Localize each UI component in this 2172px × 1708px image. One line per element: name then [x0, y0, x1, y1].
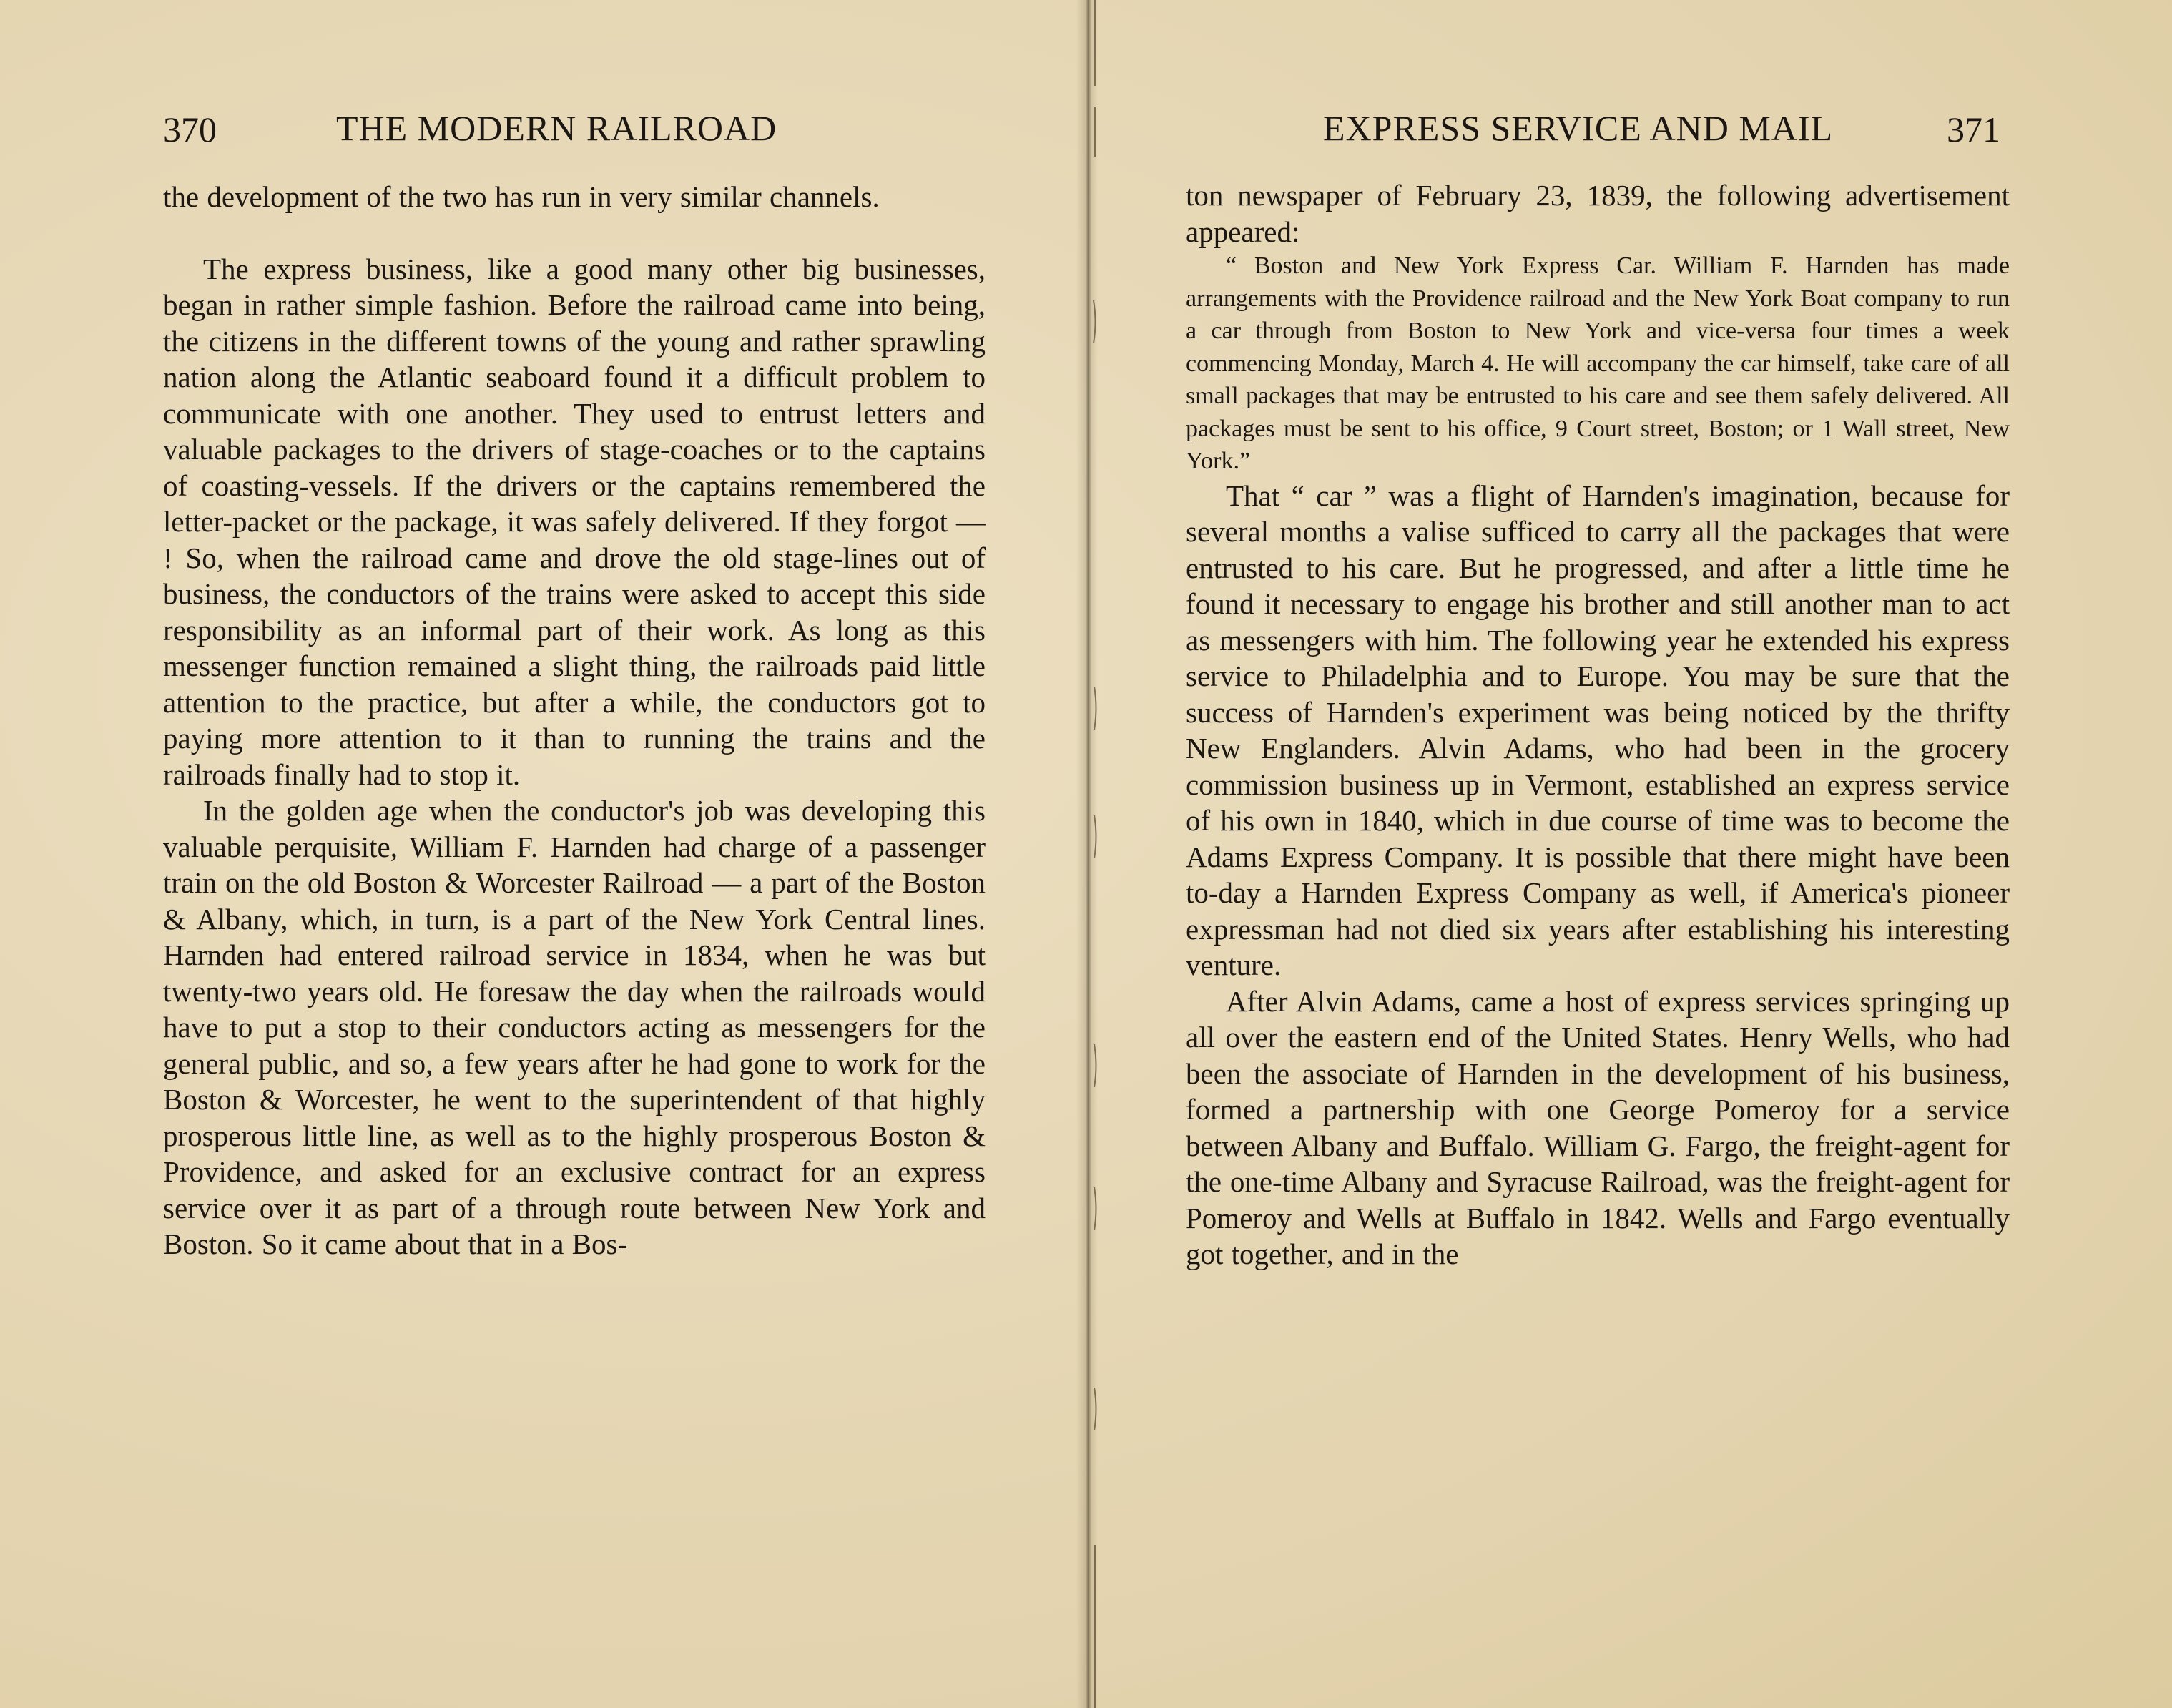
right-page-number: 371: [1947, 109, 2000, 149]
left-running-head: THE MODERN RAILROAD: [336, 108, 777, 148]
left-paragraph: the development of the two has run in very similar channels.: [163, 180, 880, 213]
right-page: [1093, 0, 2172, 1708]
page-edge-marks: [1091, 0, 1099, 1708]
right-paragraph: After Alvin Adams, came a host of express services springing up all over the eastern end of the United States. Henry Wells, who had been the associate of Harnden in the development of his business, formed a partnership with one George Pomeroy for a service between Albany and Buffalo. William G. Fargo, the freight-agent for the one-time Albany and Syracuse Railroad, was the freight-agent for Pomeroy and Wells at Buffalo in 1842. Wells and Fargo eventually got together, and in the: [1186, 984, 2010, 1270]
right-paragraph: ton newspaper of February 23, 1839, the following advertisement appeared:: [1186, 179, 2010, 248]
left-paragraph: The express business, like a good many other big businesses, began in rather simple fashion. Before the railroad came into being, the citizens in the different towns of the young and rather sprawling nation along the Atlantic seaboard found it a difficult problem to communicate with one another. They used to entrust letters and valuable packages to the drivers of stage-coaches or to the captains of coasting-vessels. If the drivers or the captains remembered the letter-packet or the package, it was safely delivered. If they forgot — ! So, when the railroad came and drove the old stage-lines out of business, the conductors of the trains were asked to accept this side responsibility as an informal part of their work. As long as this messenger function remained a slight thing, the railroads paid little attention to the practice, but after a while, the conductors got to paying more attention to it than to running the trains and the railroads finally had to stop it.: [163, 252, 986, 791]
left-text-block: [163, 179, 986, 1262]
right-paragraph: That “ car ” was a flight of Harnden's imagination, because for several months a valise sufficed to carry all the packages that were entrusted to his care. But he progressed, and after a little time he found it necessary to engage his brother and still another man to act as messengers with him. The following year he extended his express service to Philadelphia and to Europe. You may be sure that the success of Harnden's experiment was being noticed by the thrifty New Englanders. Alvin Adams, who had been in the grocery commission business up in Vermont, established an express service of his own in 1840, which in due course of time was to become the Adams Express Company. It is possible that there might have been to-day a Harnden Express Company as well, if America's pioneer expressman had not died six years after establishing his interesting venture.: [1186, 478, 2010, 981]
right-running-head: EXPRESS SERVICE AND MAIL: [1323, 108, 1834, 148]
advertisement-quote: “ Boston and New York Express Car. William F. Harnden has made arrangements with the Providence railroad and the New York Boat company to run a car through from Boston to New York and vice-versa four times a week commencing Monday, March 4. He will accompany the car himself, take care of all small packages that may be entrusted to his care and see them safely delivered. All packages must be sent to his office, 9 Court street, Boston; or 1 Wall street, New York.”: [1186, 252, 2010, 474]
left-paragraph: In the golden age when the conductor's job was developing this valuable perquisite, William F. Harnden had charge of a passenger train on the old Boston & Worcester Railroad — a part of the Boston & Albany, which, in turn, is a part of the New York Central lines. Harnden had entered railroad service in 1834, when he was but twenty-two years old. He foresaw the day when the railroads would have to put a stop to their conductors acting as messengers for the general public, and so, a few years after he had gone to work for the Boston & Worcester, he went to the superintendent of that highly prosperous little line, as well as to the highly prosperous Boston & Providence, and asked for an exclusive contract for an express service over it as part of a through route between New York and Boston. So it came about that in a Bos-: [163, 794, 986, 1260]
left-page-number: 370: [163, 109, 217, 149]
right-text-block: [1186, 177, 2010, 1272]
